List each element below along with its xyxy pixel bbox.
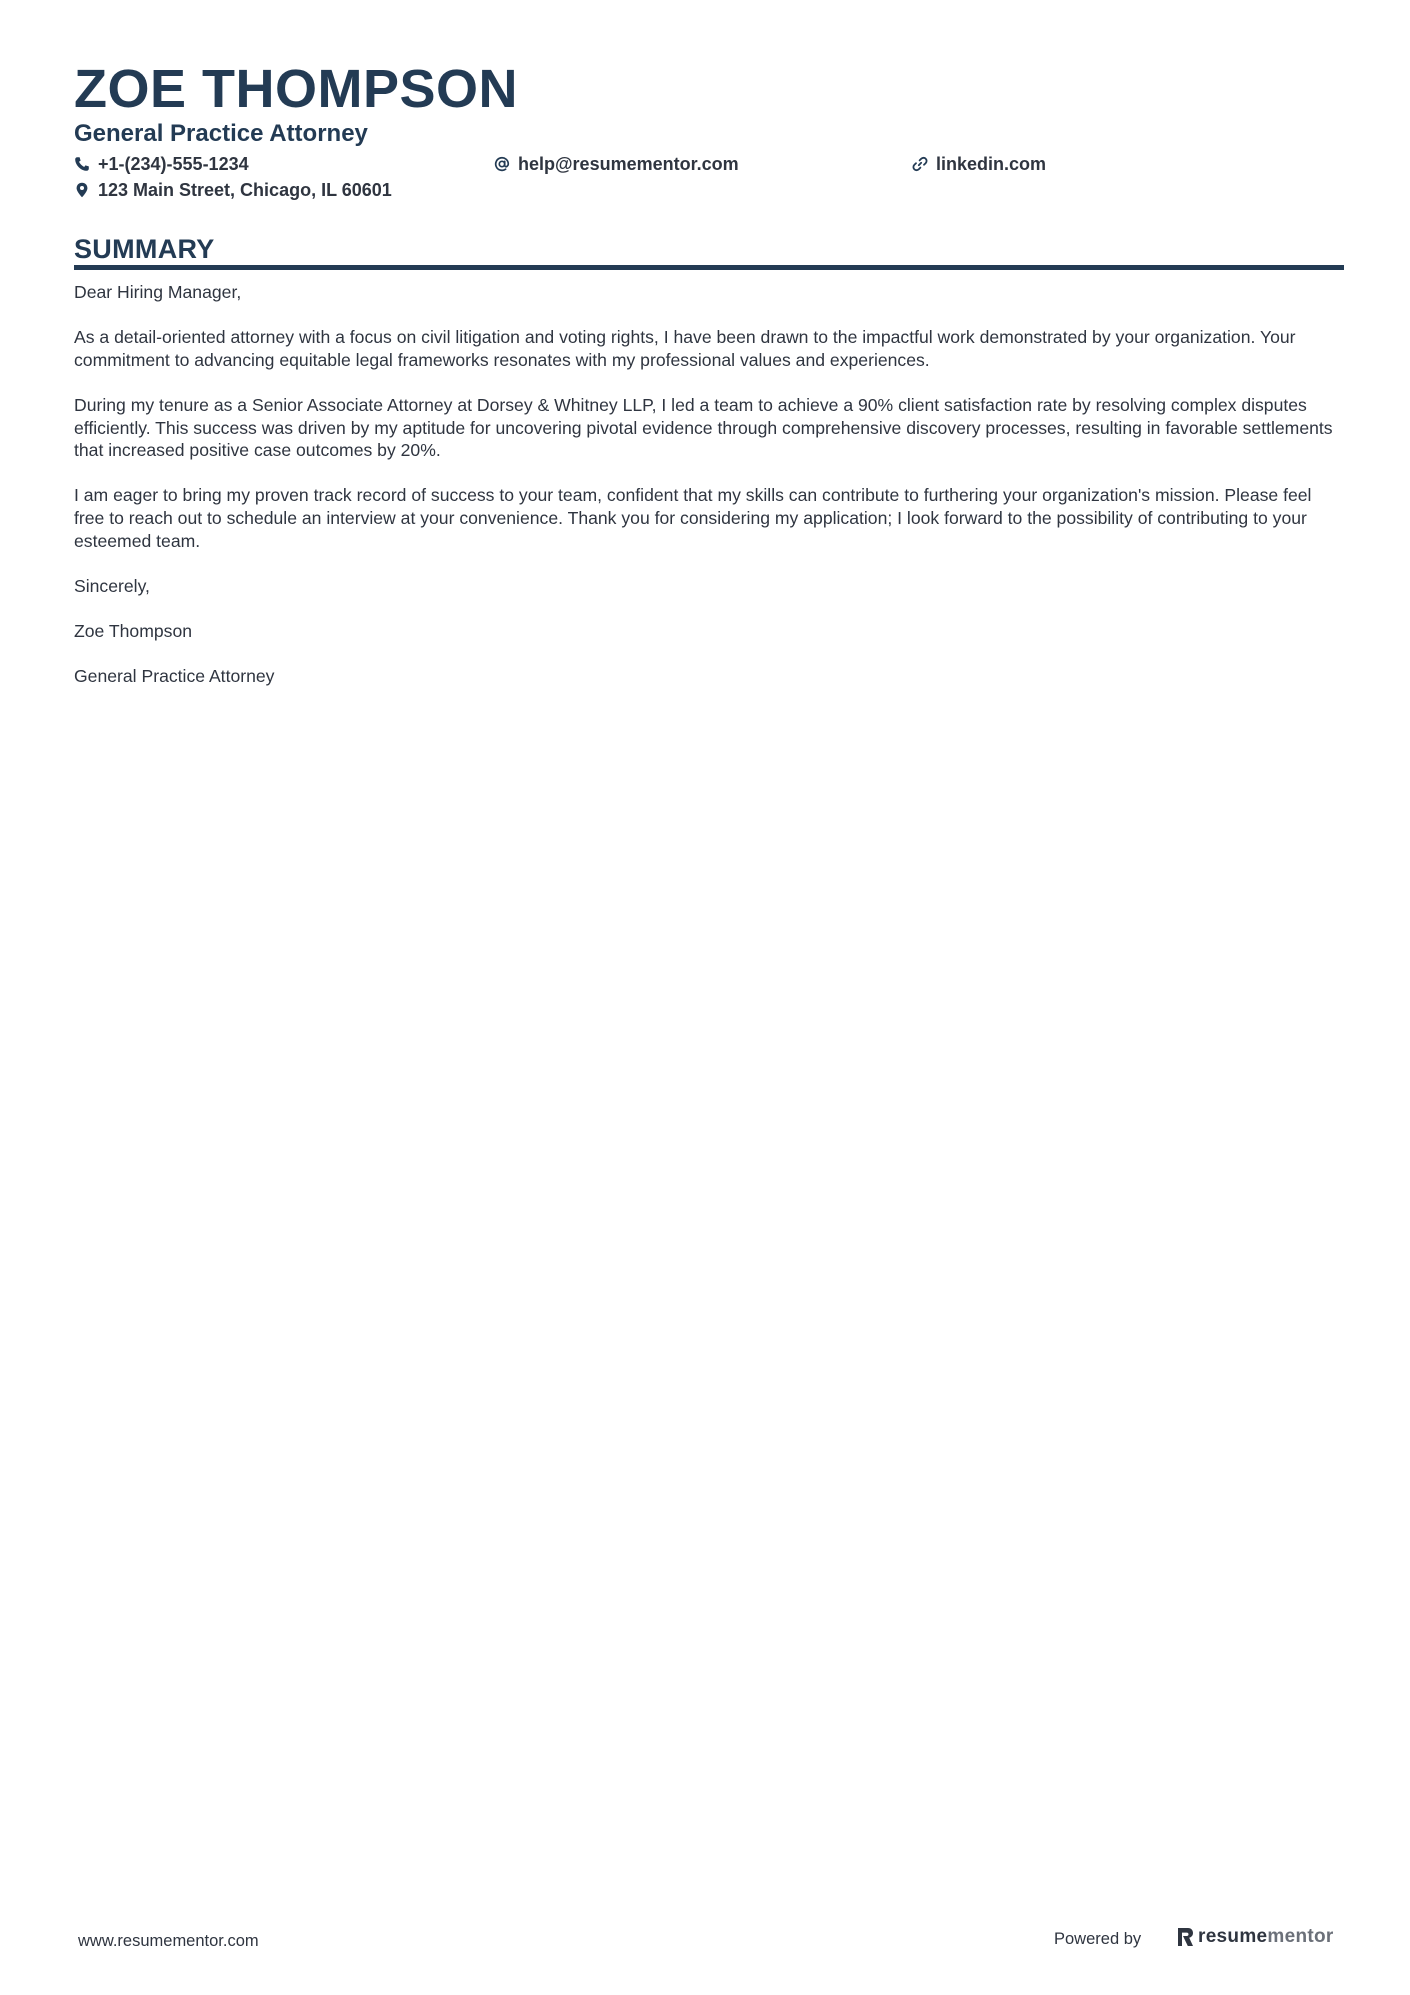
powered-by-label: Powered by [1054,1930,1142,1948]
at-sign-icon [494,156,510,172]
letter-paragraph: During my tenure as a Senior Associate Attorney at Dorsey & Whitney LLP, I led a team to achieve a 90% client satisfaction rate by resolving complex disputes efficiently. This success was driven by my aptitude for uncovering pivotal evidence through comprehensive discovery processes, resulting in favorable settlements that increased positive case outcomes by 20%. [74,394,1333,461]
resumementor-brand [1177,1926,1334,1948]
letter-paragraph: As a detail-oriented attorney with a focus on civil litigation and voting rights, I have been drawn to the impactful work demonstrated by your organization. Your commitment to advancing equitable legal frameworks resonates with my professional values and experiences. [74,327,1296,370]
phone-icon [74,156,90,172]
contact-address [74,178,392,202]
letter-body [74,281,1344,710]
contact-email[interactable] [494,152,739,176]
letter-paragraph: I am eager to bring my proven track record of success to your team, confident that my skills can contribute to furthering your organization's mission. Please feel free to reach out to schedule an interview at your convenience. Thank you for considering my application; I look forward to the possibility of contributing to your esteemed team. [74,485,1312,551]
closing: Sincerely, [74,575,150,596]
linkedin-text: linkedin.com [936,154,1047,174]
signature-title: General Practice Attorney [74,666,275,687]
summary-heading: SUMMARY [74,234,215,264]
contact-linkedin[interactable] [912,152,1046,176]
contact-phone [74,152,249,176]
section-divider [74,265,1344,270]
link-icon [912,156,928,172]
signature-name: Zoe Thompson [74,620,193,641]
address-text: 123 Main Street, Chicago, IL 60601 [98,180,392,200]
candidate-job-title: General Practice Attorney [74,120,368,147]
brand-text-mentor: mentor [1267,1926,1334,1947]
brand-text-resume: resume [1198,1926,1268,1947]
email-text: help@resumementor.com [518,154,739,174]
resumementor-logo-icon [1177,1927,1194,1947]
candidate-name: ZOE THOMPSON [74,59,519,119]
phone-text: +1-(234)-555-1234 [98,154,249,174]
footer-website-link[interactable]: www.resumementor.com [78,1932,259,1950]
salutation: Dear Hiring Manager, [74,282,242,302]
cover-letter-page [74,0,1344,1995]
location-pin-icon [74,182,90,198]
